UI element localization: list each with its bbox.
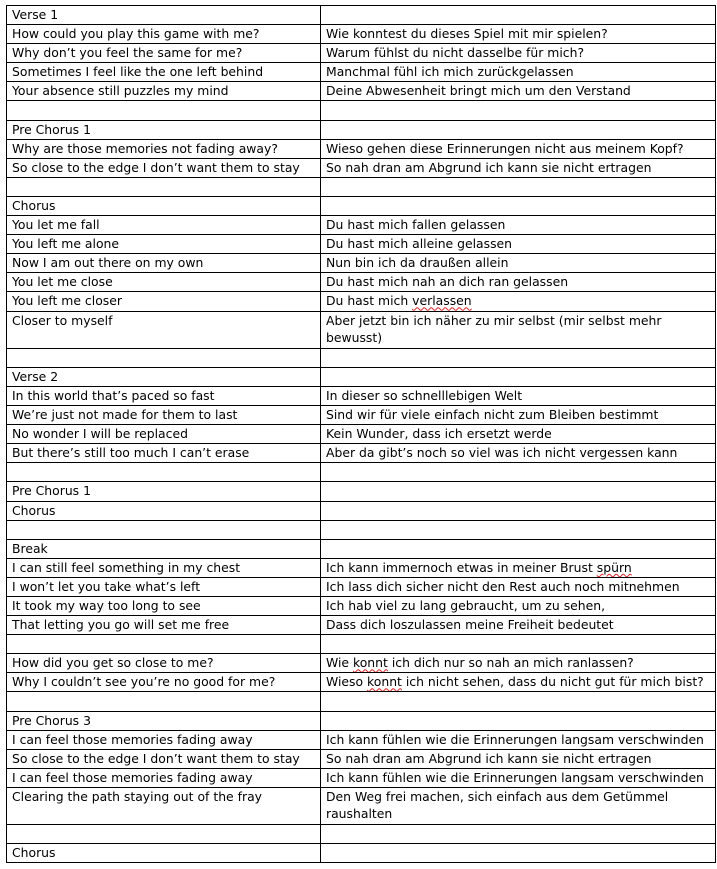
german-translation-cell: Wie konntest du dieses Spiel mit mir spielen? (321, 25, 716, 44)
spellcheck-underline: spürn (596, 559, 632, 575)
german-translation-cell: Wieso gehen diese Erinnerungen nicht aus meinem Kopf? (321, 139, 716, 158)
german-translation-cell (321, 120, 716, 139)
german-translation-cell: So nah dran am Abgrund ich kann sie nicht ertragen (321, 158, 716, 177)
english-lyric-cell: Now I am out there on my own (7, 254, 321, 273)
spellcheck-underline: konnt (352, 655, 388, 671)
german-translation-cell (321, 482, 716, 501)
table-row (7, 386, 716, 405)
table-row (7, 444, 716, 463)
english-lyric-cell: How could you play this game with me? (7, 25, 321, 44)
table-row (7, 501, 716, 520)
german-translation-cell (321, 539, 716, 558)
english-lyric-cell (7, 825, 321, 844)
english-lyric-cell: In this world that’s paced so fast (7, 386, 321, 405)
english-lyric-cell: But there’s still too much I can’t erase (7, 444, 321, 463)
english-lyric-cell: Why don’t you feel the same for me? (7, 44, 321, 63)
english-lyric-cell: You left me alone (7, 235, 321, 254)
english-lyric-cell: Verse 2 (7, 367, 321, 386)
english-lyric-cell: Verse 1 (7, 6, 321, 25)
english-lyric-cell: Why are those memories not fading away? (7, 139, 321, 158)
english-lyric-cell: Break (7, 539, 321, 558)
table-row (7, 425, 716, 444)
english-lyric-cell: You left me closer (7, 292, 321, 311)
lyrics-table-body (7, 6, 716, 863)
table-row (7, 348, 716, 367)
table-row (7, 616, 716, 635)
english-lyric-cell (7, 635, 321, 654)
english-lyric-cell: You let me fall (7, 216, 321, 235)
english-lyric-cell: You let me close (7, 273, 321, 292)
german-translation-cell (321, 463, 716, 482)
english-lyric-cell: I won’t let you take what’s left (7, 577, 321, 596)
english-lyric-cell: So close to the edge I don’t want them to stay (7, 749, 321, 768)
english-lyric-cell: Sometimes I feel like the one left behind (7, 63, 321, 82)
german-translation-cell (321, 196, 716, 215)
english-lyric-cell (7, 101, 321, 120)
english-lyric-cell (7, 177, 321, 196)
table-row (7, 692, 716, 711)
german-translation-cell: Du hast mich nah an dich ran gelassen (321, 273, 716, 292)
table-row (7, 177, 716, 196)
table-row (7, 635, 716, 654)
german-translation-cell: Dass dich loszulassen meine Freiheit bedeutet (321, 616, 716, 635)
german-translation-cell (321, 101, 716, 120)
german-translation-cell: Sind wir für viele einfach nicht zum Bleiben bestimmt (321, 406, 716, 425)
table-row (7, 558, 716, 577)
english-lyric-cell: Chorus (7, 196, 321, 215)
english-lyric-cell: Pre Chorus 1 (7, 120, 321, 139)
table-row (7, 463, 716, 482)
german-translation-cell: Den Weg frei machen, sich einfach aus dem Getümmel raushalten (321, 787, 716, 824)
german-translation-cell (321, 520, 716, 539)
table-row (7, 406, 716, 425)
german-translation-cell: Ich kann fühlen wie die Erinnerungen langsam verschwinden (321, 768, 716, 787)
german-translation-cell: Du hast mich verlassen (321, 292, 716, 311)
table-row (7, 254, 716, 273)
english-lyric-cell: It took my way too long to see (7, 597, 321, 616)
german-translation-cell (321, 177, 716, 196)
table-row (7, 25, 716, 44)
english-lyric-cell: Chorus (7, 844, 321, 863)
table-row (7, 367, 716, 386)
german-translation-cell (321, 692, 716, 711)
german-translation-cell: Ich kann immernoch etwas in meiner Brust spürn (321, 558, 716, 577)
english-lyric-cell (7, 520, 321, 539)
german-translation-cell (321, 501, 716, 520)
german-translation-cell (321, 348, 716, 367)
english-lyric-cell: Why I couldn’t see you’re no good for me? (7, 673, 321, 692)
lyrics-translation-table (6, 5, 716, 863)
english-lyric-cell: So close to the edge I don’t want them to stay (7, 158, 321, 177)
german-translation-cell (321, 711, 716, 730)
table-row (7, 597, 716, 616)
english-lyric-cell: Pre Chorus 1 (7, 482, 321, 501)
german-translation-cell (321, 367, 716, 386)
german-translation-cell: Aber jetzt bin ich näher zu mir selbst (mir selbst mehr bewusst) (321, 311, 716, 348)
table-row (7, 577, 716, 596)
english-lyric-cell: Chorus (7, 501, 321, 520)
table-row (7, 101, 716, 120)
table-row (7, 216, 716, 235)
table-row (7, 120, 716, 139)
german-translation-cell (321, 635, 716, 654)
table-row (7, 730, 716, 749)
german-translation-cell (321, 844, 716, 863)
english-lyric-cell: No wonder I will be replaced (7, 425, 321, 444)
german-translation-cell (321, 6, 716, 25)
english-lyric-cell: I can feel those memories fading away (7, 768, 321, 787)
table-row (7, 482, 716, 501)
table-row (7, 82, 716, 101)
table-row (7, 844, 716, 863)
table-row (7, 139, 716, 158)
english-lyric-cell: Pre Chorus 3 (7, 711, 321, 730)
german-translation-cell: Wieso konnt ich nicht sehen, dass du nicht gut für mich bist? (321, 673, 716, 692)
english-lyric-cell (7, 463, 321, 482)
spellcheck-underline: konnt (367, 674, 402, 690)
spellcheck-underline: verlassen (412, 293, 472, 309)
german-translation-cell: Ich lass dich sicher nicht den Rest auch noch mitnehmen (321, 577, 716, 596)
table-row (7, 654, 716, 673)
table-row (7, 273, 716, 292)
table-row (7, 44, 716, 63)
table-row (7, 235, 716, 254)
table-row (7, 787, 716, 824)
table-row (7, 6, 716, 25)
table-row (7, 825, 716, 844)
english-lyric-cell: Closer to myself (7, 311, 321, 348)
english-lyric-cell: Clearing the path staying out of the fray (7, 787, 321, 824)
english-lyric-cell: We’re just not made for them to last (7, 406, 321, 425)
table-row (7, 311, 716, 348)
english-lyric-cell: How did you get so close to me? (7, 654, 321, 673)
table-row (7, 292, 716, 311)
english-lyric-cell: That letting you go will set me free (7, 616, 321, 635)
english-lyric-cell: I can feel those memories fading away (7, 730, 321, 749)
table-row (7, 196, 716, 215)
german-translation-cell: Ich kann fühlen wie die Erinnerungen langsam verschwinden (321, 730, 716, 749)
table-row (7, 711, 716, 730)
german-translation-cell: Manchmal fühl ich mich zurückgelassen (321, 63, 716, 82)
english-lyric-cell (7, 692, 321, 711)
english-lyric-cell: I can still feel something in my chest (7, 558, 321, 577)
german-translation-cell: Deine Abwesenheit bringt mich um den Verstand (321, 82, 716, 101)
table-row (7, 768, 716, 787)
german-translation-cell: Ich hab viel zu lang gebraucht, um zu sehen, (321, 597, 716, 616)
german-translation-cell: Du hast mich alleine gelassen (321, 235, 716, 254)
german-translation-cell: Nun bin ich da draußen allein (321, 254, 716, 273)
table-row (7, 520, 716, 539)
table-row (7, 673, 716, 692)
english-lyric-cell (7, 348, 321, 367)
german-translation-cell: Aber da gibt’s noch so viel was ich nicht vergessen kann (321, 444, 716, 463)
table-row (7, 749, 716, 768)
english-lyric-cell: Your absence still puzzles my mind (7, 82, 321, 101)
german-translation-cell: In dieser so schnelllebigen Welt (321, 386, 716, 405)
table-row (7, 158, 716, 177)
german-translation-cell: Kein Wunder, dass ich ersetzt werde (321, 425, 716, 444)
german-translation-cell: So nah dran am Abgrund ich kann sie nicht ertragen (321, 749, 716, 768)
german-translation-cell (321, 825, 716, 844)
table-row (7, 63, 716, 82)
german-translation-cell: Du hast mich fallen gelassen (321, 216, 716, 235)
german-translation-cell: Warum fühlst du nicht dasselbe für mich? (321, 44, 716, 63)
table-row (7, 539, 716, 558)
german-translation-cell: Wie konnt ich dich nur so nah an mich ranlassen? (321, 654, 716, 673)
